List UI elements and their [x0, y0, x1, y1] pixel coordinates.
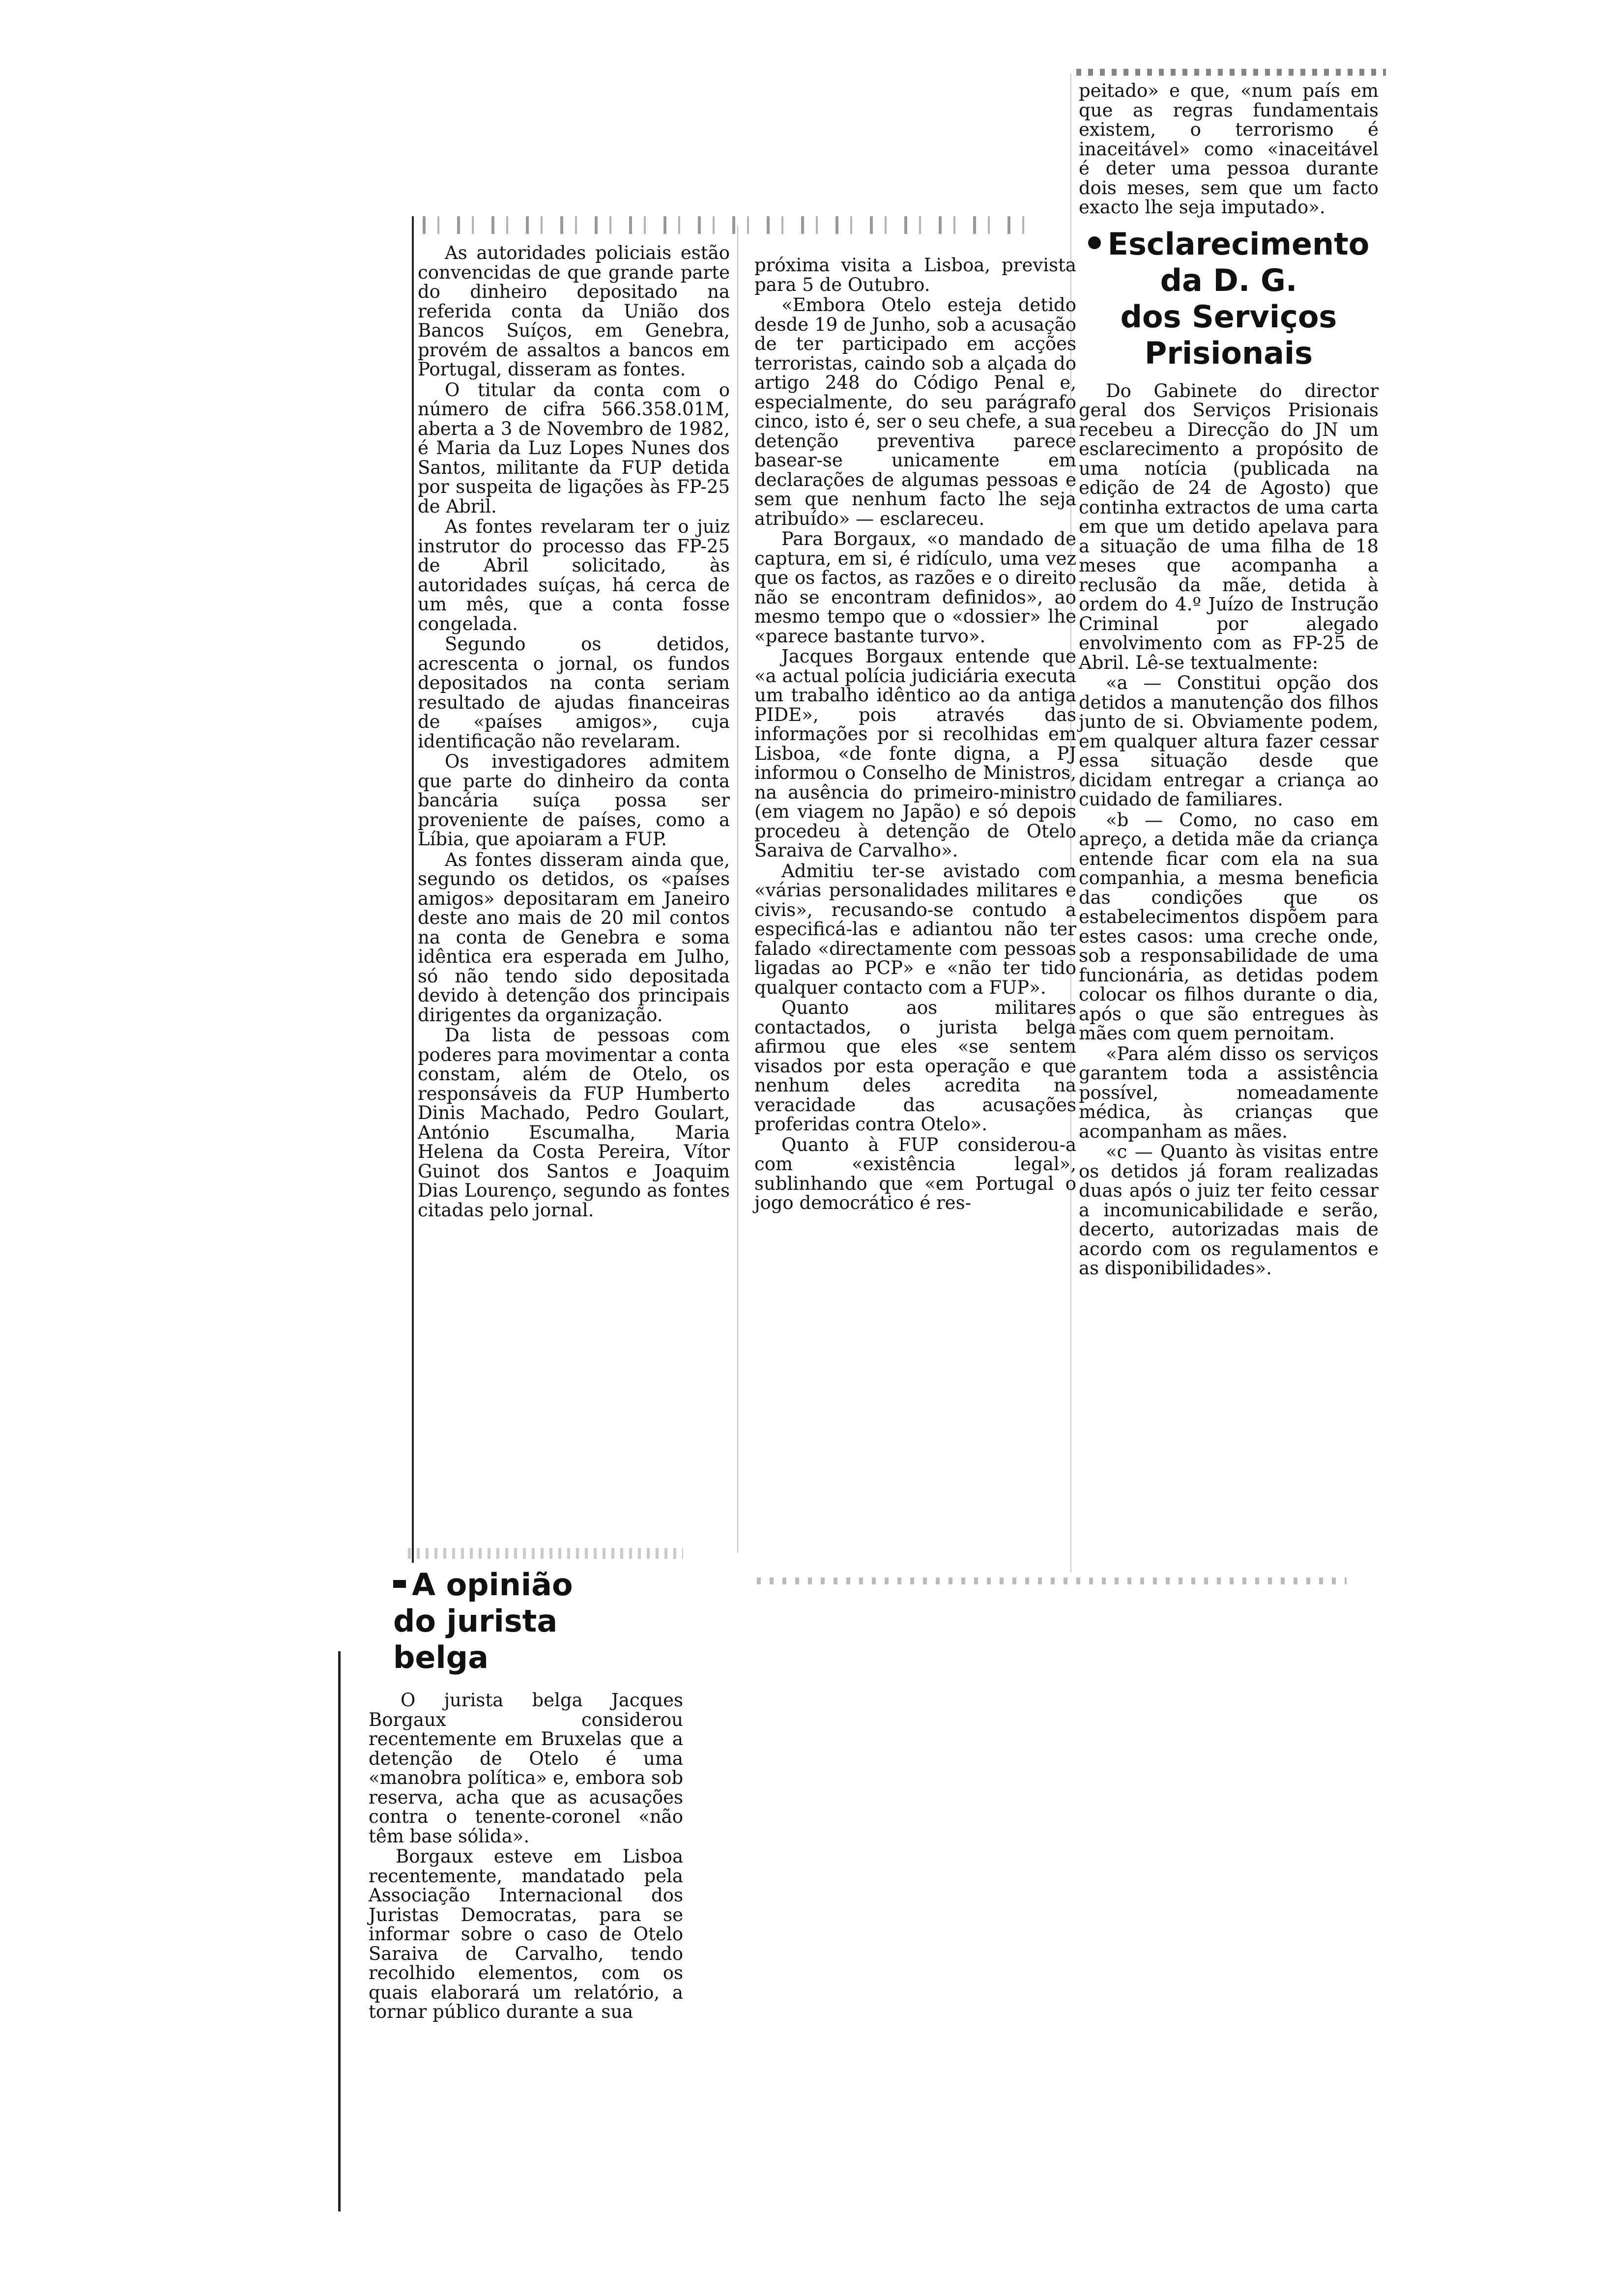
article-column-2 — [754, 256, 1076, 1214]
paragraph: Admitiu ter-se avistado com «várias personalidades militares e civis», recusando-se contudo a especificá-las e adiantou não ter falado «directamente com pessoas ligadas ao PCP» e «não ter tido qualquer contacto com a FUP». — [754, 860, 1076, 998]
paragraph: «c — Quanto às visitas entre os detidos já foram realizadas duas após o juiz ter feito cessar a incomunicabilidade e serão, decerto, autorizadas mais de acordo com os regulamentos e as disponibilidades». — [1079, 1141, 1379, 1279]
paragraph: «a — Constitui opção dos detidos a manutenção dos filhos junto de si. Obviamente podem, em qualquer altura fazer cessar essa situação desde que dicidam entregar a criança ao cuidado de familiares. — [1079, 672, 1379, 810]
scan-noise-strip — [408, 1548, 683, 1559]
article-column-3 — [1079, 81, 1379, 1279]
article-column-1 — [418, 243, 730, 1221]
paragraph: «Embora Otelo esteja detido desde 19 de Junho, sob a acusação de ter participado em acções terroristas, caindo sob a alçada do artigo 248 do Código Penal e, especialmente, do seu parágrafo cinco, isto é, ser o seu chefe, a sua detenção preventiva parece basear-se unicamente em declarações de algumas pessoas e sem que nenhum facto lhe seja atribuído» — esclareceu. — [754, 294, 1076, 529]
paragraph: As fontes disseram ainda que, segundo os detidos, os «países amigos» depositaram em Janeiro deste ano mais de 20 mil contos na conta de Genebra e soma idêntica era esperada em Julho, só não tendo sido depositada devido à detenção dos principais dirigentes da organização. — [418, 849, 730, 1026]
subheading-line — [1079, 226, 1379, 262]
paragraph: Os investigadores admitem que parte do dinheiro da conta bancária suíça possa ser proveniente de países, como a Líbia, que apoiaram a FUP. — [418, 751, 730, 850]
paragraph: «Para além disso os serviços garantem toda a assistência possível, nomeadamente médica, às crianças que acompanham as mães. — [1079, 1043, 1379, 1142]
column-rule-left-lower — [338, 1651, 341, 2211]
scan-noise-top — [423, 216, 1037, 234]
paragraph: Do Gabinete do director geral dos Serviços Prisionais recebeu a Direcção do JN um esclarecimento a propósito de uma notícia (publicada na edição de 24 de Agosto) que continha extractos de uma carta em que um detido apelava para a situação de uma filha de 18 meses que acompanha a reclusão da mãe, detida à ordem do 4.º Juízo de Instrução Criminal por alegado envolvimento com as FP-25 de Abril. Lê-se textualmente: — [1079, 380, 1379, 673]
article-column-1-lower — [369, 1691, 683, 2023]
column-rule-left — [412, 216, 414, 1563]
paragraph: O titular da conta com o número de cifra 566.358.01M, aberta a 3 de Novembro de 1982, é Maria da Luz Lopes Nunes dos Santos, militante da FUP detida por suspeita de ligações às FP-25 de Abril. — [418, 379, 730, 517]
subheading-line: Prisionais — [1144, 335, 1313, 371]
paragraph: As autoridades policiais estão convencidas de que grande parte do dinheiro depositado na referida conta da União dos Bancos Suíços, em Genebra, provém de assaltos a bancos em Portugal, disseram as fontes. — [418, 242, 730, 380]
paragraph: O jurista belga Jacques Borgaux considerou recentemente em Bruxelas que a detenção de Otelo é uma «manobra política» e, embora sob reserva, acha que as acusações contra o tenente-coronel «não têm base sólida». — [369, 1690, 683, 1847]
subheading-line: dos Serviços — [1120, 298, 1337, 335]
subheading-line: da D. G. — [1160, 262, 1297, 298]
subheading-esclarecimento — [1079, 226, 1379, 372]
subheading-line: belga — [393, 1639, 489, 1675]
paragraph: As fontes revelaram ter o juiz instrutor do processo das FP-25 de Abril solicitado, às autoridades suíças, há cerca de um mês, que a conta fosse congelada. — [418, 516, 730, 634]
column-rule-middle — [737, 226, 738, 1553]
paragraph: Para Borgaux, «o mandado de captura, em si, é ridículo, uma vez que os factos, as razões e o direito não se encontram definidos», ao mesmo tempo que o «dossier» lhe «parece bastante turvo». — [754, 528, 1076, 647]
subheading-text: Esclarecimento — [1107, 226, 1370, 262]
paragraph: próxima visita a Lisboa, prevista para 5 de Outubro. — [754, 255, 1076, 295]
subheading-text: A opinião — [412, 1567, 573, 1603]
paragraph: Quanto à FUP considerou-a com «existência legal», sublinhando que «em Portugal o jogo democrático é res- — [754, 1134, 1076, 1213]
subheading-opiniao-jurista — [393, 1567, 668, 1676]
subheading-line: do jurista — [393, 1603, 558, 1639]
paragraph: Borgaux esteve em Lisboa recentemente, mandatado pela Associação Internacional dos Juristas Democratas, para se informar sobre o caso de Otelo Saraiva de Carvalho, tendo recolhido elementos, com os quais elaborará um relatório, a tornar público durante a sua — [369, 1846, 683, 2022]
paragraph: peitado» e que, «num país em que as regras fundamentais existem, o terrorismo é inaceitável» como «inaceitável é deter uma pessoa durante dois meses, sem que um facto exacto lhe seja imputado». — [1079, 80, 1379, 218]
paragraph: «b — Como, no caso em apreço, a detida mãe da criança entende ficar com ela na sua companhia, a mesma beneficia das condições que os estabelecimentos dispõem para estes casos: uma creche onde, sob a responsabilidade de uma funcionária, as detidas podem colocar os filhos durante o dia, após o que são entregues às mães com quem pernoitam. — [1079, 809, 1379, 1044]
square-bullet-icon — [393, 1580, 406, 1588]
subheading-line — [393, 1567, 668, 1603]
scan-noise-bottom-right — [757, 1578, 1347, 1584]
paragraph: Segundo os detidos, acrescenta o jornal, os fundos depositados na conta seriam resultado de ajudas financeiras de «países amigos», cuja identificação não revelaram. — [418, 633, 730, 752]
paragraph: Jacques Borgaux entende que «a actual polícia judiciária executa um trabalho idêntico ao da antiga PIDE», pois através das informações por si recolhidas em Lisboa, «de fonte digna, a PJ informou o Conselho de Ministros, na ausência do primeiro-ministro (em viagem no Japão) e só depois procedeu à detenção de Otelo Saraiva de Carvalho». — [754, 646, 1076, 861]
paragraph: Quanto aos militares contactados, o jurista belga afirmou que eles «se sentem visados por esta operação e que nenhum deles acredita na veracidade das acusações proferidas contra Otelo». — [754, 997, 1076, 1135]
paragraph: Da lista de pessoas com poderes para movimentar a conta constam, além de Otelo, os responsáveis da FUP Humberto Dinis Machado, Pedro Goulart, António Escumalha, Maria Helena da Costa Pereira, Vítor Guinot dos Santos e Joaquim Dias Lourenço, segundo as fontes citadas pelo jornal. — [418, 1025, 730, 1221]
bullet-icon — [1088, 236, 1101, 249]
scan-noise-top-right — [1076, 69, 1386, 76]
